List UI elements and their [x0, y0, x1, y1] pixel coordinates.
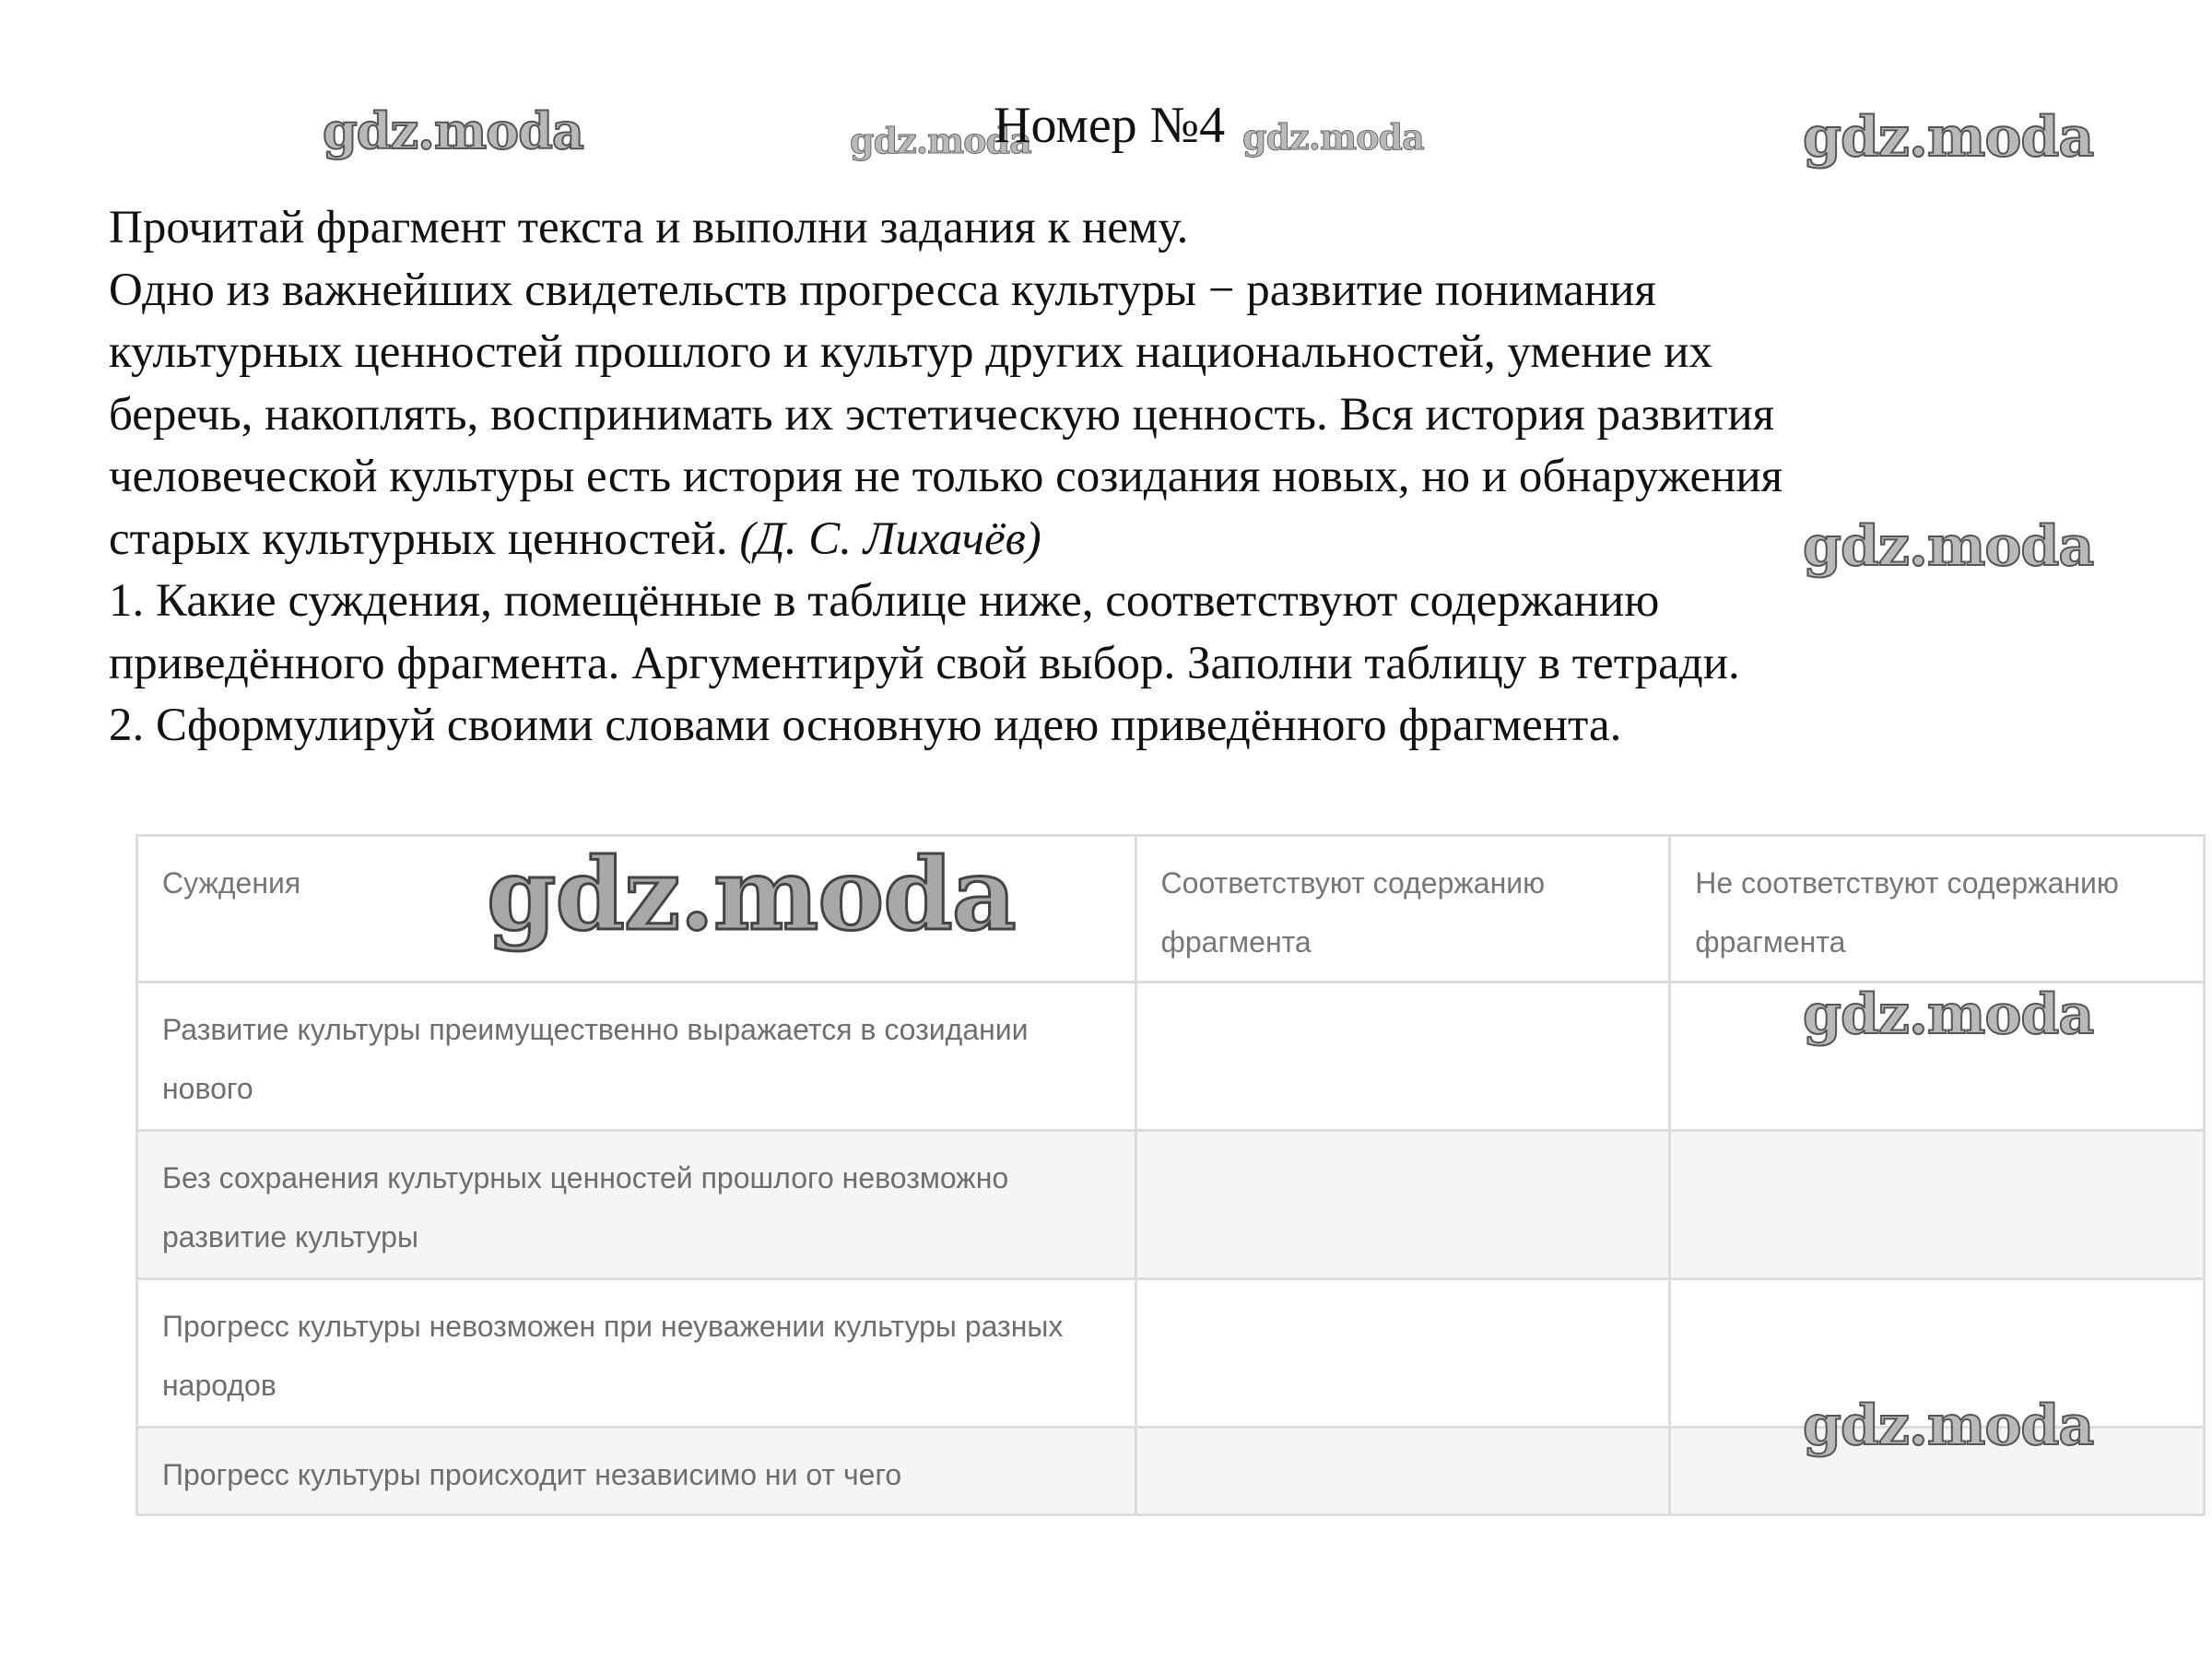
quote-line: Одно из важнейших свидетельств прогресса культуры − развитие понимания — [109, 264, 1656, 316]
watermark-text-right: gdz.moda — [1803, 514, 2094, 579]
header-no-match: Не соответствуют содержанию фрагмента — [1670, 836, 2205, 982]
task1-line: 1. Какие суждения, помещённые в таблице ниже, соответствуют содержанию — [109, 575, 1660, 627]
match-cell[interactable] — [1135, 982, 1670, 1131]
watermark-header-right: gdz.moda — [1803, 105, 2094, 170]
quote-author: (Д. С. Лихачёв) — [739, 512, 1041, 565]
page-title: Номер №4 — [994, 97, 1226, 154]
judgment-cell: Прогресс культуры происходит независимо ни от чего — [137, 1428, 1136, 1515]
task1-line: приведённого фрагмента. Аргументируй свой выбор. Заполни таблицу в тетради. — [109, 637, 1740, 689]
quote-text-end: старых культурных ценностей. — [109, 512, 728, 565]
watermark-table-big: gdz.moda — [487, 837, 1016, 953]
header-judgments: Суждения — [137, 836, 1136, 982]
quote-line: культурных ценностей прошлого и культур других национальностей, умение их — [109, 326, 1713, 378]
watermark-header-center-left: gdz.moda — [850, 120, 1031, 161]
judgment-cell: Без сохранения культурных ценностей прошлого невозможно развитие культуры — [137, 1131, 1136, 1279]
instruction-line: Прочитай фрагмент текста и выполни задания к нему. — [109, 202, 1189, 253]
watermark-table-right-top: gdz.moda — [1803, 982, 2094, 1047]
quote-line: человеческой культуры есть история не только созидания новых, но и обнаружения — [109, 451, 1783, 502]
match-cell[interactable] — [1135, 1279, 1670, 1428]
match-cell[interactable] — [1135, 1428, 1670, 1515]
task-text — [109, 197, 2164, 758]
watermark-header-center-right: gdz.moda — [1242, 116, 1424, 158]
quote-line: беречь, накоплять, воспринимать их эстетическую ценность. Вся история развития — [109, 388, 1775, 441]
no-match-cell[interactable] — [1670, 1131, 2205, 1279]
judgment-cell: Прогресс культуры невозможен при неуважении культуры разных народов — [137, 1279, 1136, 1428]
task2-line: 2. Сформулируй своими словами основную идею приведённого фрагмента. — [109, 700, 1622, 751]
match-cell[interactable] — [1135, 1131, 1670, 1279]
table-header-row — [137, 836, 2205, 982]
watermark-table-right-bottom: gdz.moda — [1803, 1394, 2094, 1458]
table-row — [137, 1131, 2205, 1279]
judgment-cell: Развитие культуры преимущественно выражается в созидании нового — [137, 982, 1136, 1131]
watermark-header-left: gdz.moda — [323, 101, 583, 160]
header-match: Соответствуют содержанию фрагмента — [1135, 836, 1670, 982]
